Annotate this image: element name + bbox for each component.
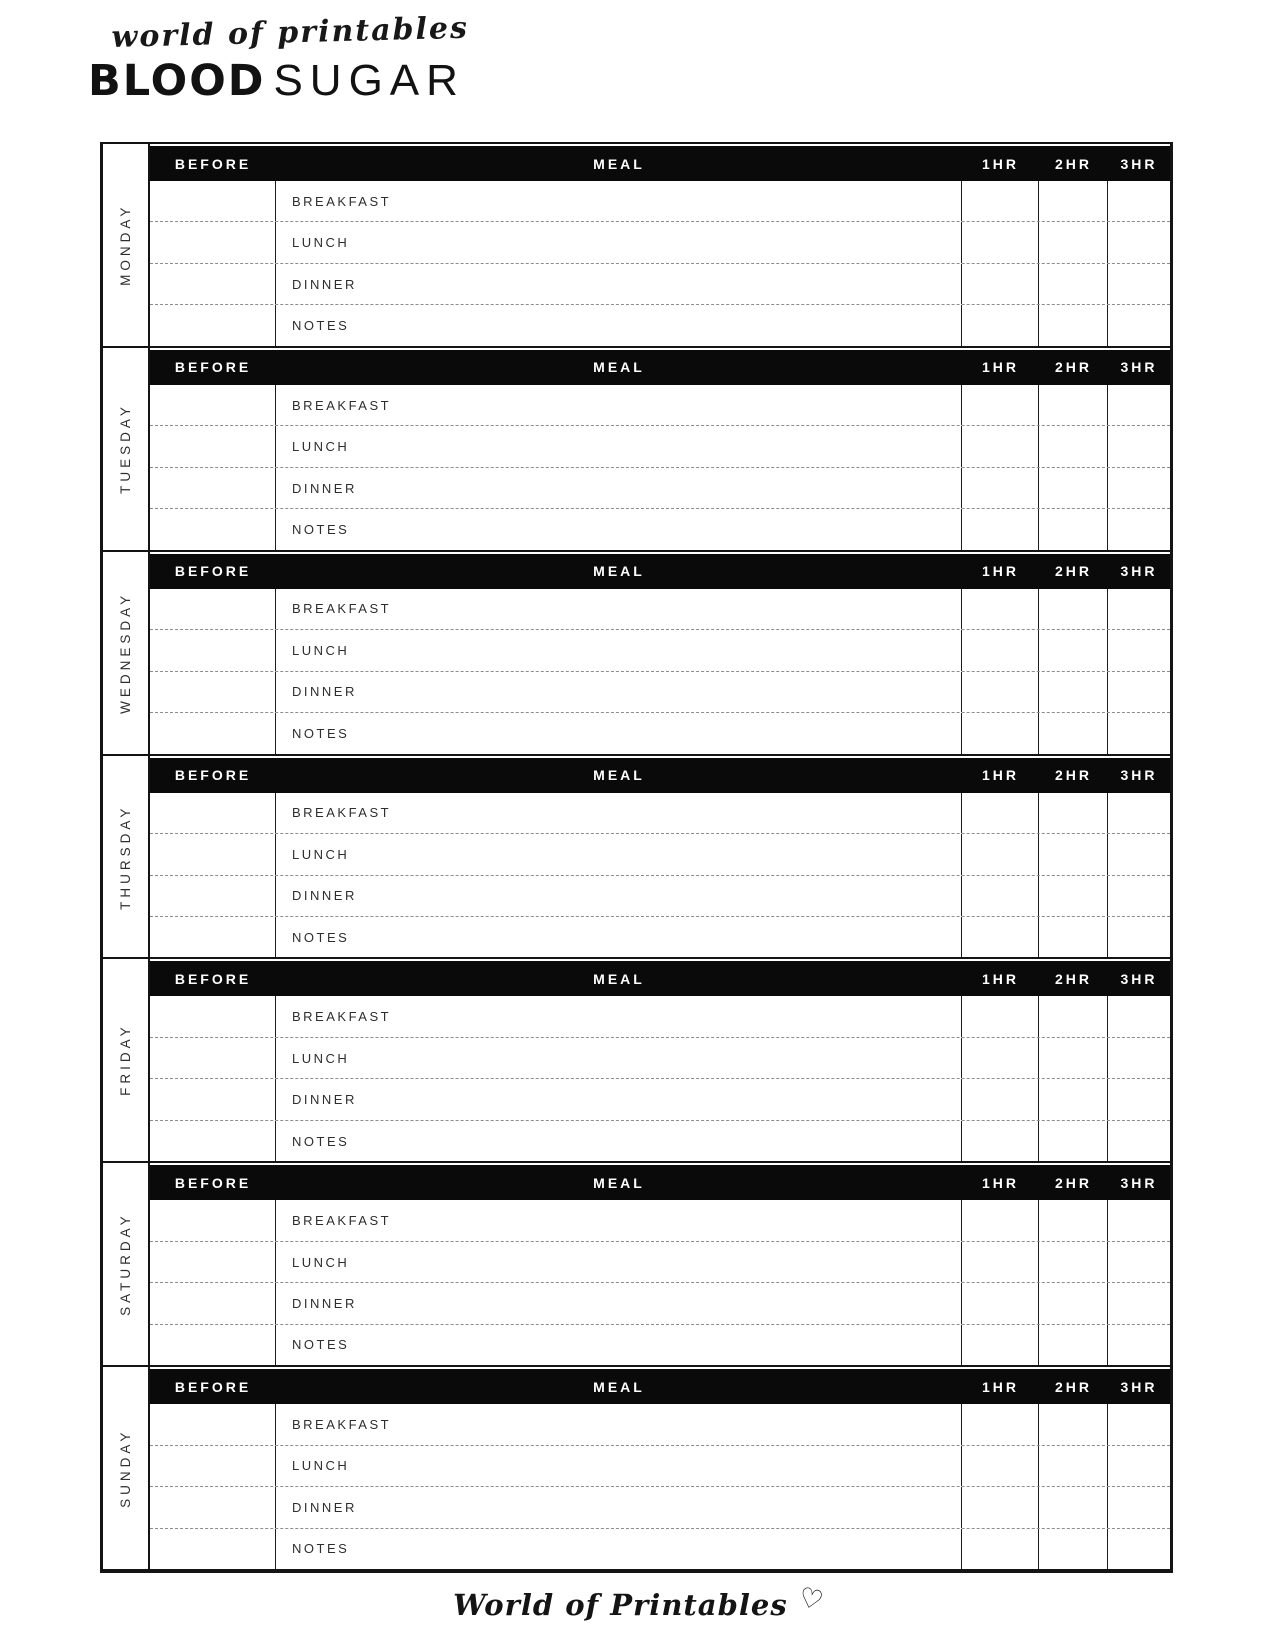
meal-label: NOTES xyxy=(292,725,350,741)
day-content xyxy=(150,1163,1170,1365)
col-header-2hr: 2HR xyxy=(1054,1174,1092,1191)
col-header-3hr: 3HR xyxy=(1120,155,1158,172)
before-entry-cell xyxy=(150,589,276,629)
meal-entry-cell xyxy=(276,1446,962,1486)
meal-label: DINNER xyxy=(292,480,357,496)
col-header-before: BEFORE xyxy=(174,1378,252,1395)
row-notes xyxy=(150,509,1170,549)
meal-label: BREAKFAST xyxy=(292,397,392,413)
meal-entry-cell xyxy=(276,876,962,916)
meal-entry-cell xyxy=(276,917,962,957)
column-header-bar xyxy=(150,961,1170,996)
meal-label: DINNER xyxy=(292,684,357,700)
2hr-entry-cell xyxy=(1039,1446,1108,1486)
3hr-entry-cell xyxy=(1108,385,1170,425)
day-label-cell xyxy=(103,552,150,754)
col-header-2hr: 2HR xyxy=(1054,970,1092,987)
meal-label: DINNER xyxy=(292,1092,357,1108)
row-dinner xyxy=(150,264,1170,305)
before-entry-cell xyxy=(150,834,276,874)
col-header-1hr: 1HR xyxy=(981,1378,1019,1395)
3hr-entry-cell xyxy=(1108,1200,1170,1240)
2hr-entry-cell xyxy=(1039,426,1108,466)
1hr-entry-cell xyxy=(962,834,1039,874)
col-header-meal: MEAL xyxy=(593,155,645,172)
2hr-entry-cell xyxy=(1039,1487,1108,1527)
1hr-entry-cell xyxy=(962,1529,1039,1569)
meal-entry-cell xyxy=(276,1242,962,1282)
col-header-1hr: 1HR xyxy=(981,767,1019,784)
2hr-entry-cell xyxy=(1039,305,1108,345)
row-dinner xyxy=(150,1283,1170,1324)
3hr-entry-cell xyxy=(1108,1038,1170,1078)
3hr-entry-cell xyxy=(1108,630,1170,670)
row-lunch xyxy=(150,630,1170,671)
meal-entry-cell xyxy=(276,1121,962,1161)
entry-rows xyxy=(150,1404,1170,1569)
before-entry-cell xyxy=(150,1404,276,1444)
2hr-entry-cell xyxy=(1039,385,1108,425)
meal-entry-cell xyxy=(276,468,962,508)
col-header-1hr: 1HR xyxy=(981,970,1019,987)
3hr-entry-cell xyxy=(1108,793,1170,833)
col-header-3hr: 3HR xyxy=(1120,970,1158,987)
meal-label: LUNCH xyxy=(292,846,350,862)
day-content xyxy=(150,1367,1170,1569)
col-header-before: BEFORE xyxy=(174,1174,252,1191)
row-breakfast xyxy=(150,1404,1170,1445)
before-entry-cell xyxy=(150,793,276,833)
1hr-entry-cell xyxy=(962,264,1039,304)
meal-label: BREAKFAST xyxy=(292,1213,392,1229)
before-entry-cell xyxy=(150,1121,276,1161)
meal-entry-cell xyxy=(276,264,962,304)
row-dinner xyxy=(150,876,1170,917)
before-entry-cell xyxy=(150,509,276,549)
1hr-entry-cell xyxy=(962,426,1039,466)
title-word-sugar: SUGAR xyxy=(273,56,465,105)
row-breakfast xyxy=(150,385,1170,426)
row-lunch xyxy=(150,1446,1170,1487)
2hr-entry-cell xyxy=(1039,793,1108,833)
2hr-entry-cell xyxy=(1039,509,1108,549)
3hr-entry-cell xyxy=(1108,1325,1170,1365)
before-entry-cell xyxy=(150,630,276,670)
1hr-entry-cell xyxy=(962,713,1039,753)
before-entry-cell xyxy=(150,468,276,508)
meal-entry-cell xyxy=(276,222,962,262)
3hr-entry-cell xyxy=(1108,672,1170,712)
before-entry-cell xyxy=(150,713,276,753)
3hr-entry-cell xyxy=(1108,713,1170,753)
1hr-entry-cell xyxy=(962,1325,1039,1365)
page-title xyxy=(88,56,469,106)
meal-label: DINNER xyxy=(292,888,357,904)
col-header-2hr: 2HR xyxy=(1054,563,1092,580)
row-lunch xyxy=(150,426,1170,467)
3hr-entry-cell xyxy=(1108,264,1170,304)
day-content xyxy=(150,144,1170,346)
col-header-2hr: 2HR xyxy=(1054,1378,1092,1395)
col-header-meal: MEAL xyxy=(593,1174,645,1191)
day-content xyxy=(150,348,1170,550)
1hr-entry-cell xyxy=(962,385,1039,425)
row-breakfast xyxy=(150,181,1170,222)
col-header-before: BEFORE xyxy=(174,155,252,172)
entry-rows xyxy=(150,385,1170,550)
2hr-entry-cell xyxy=(1039,1529,1108,1569)
1hr-entry-cell xyxy=(962,181,1039,221)
day-section-friday xyxy=(103,957,1170,1161)
column-header-bar xyxy=(150,350,1170,385)
col-header-3hr: 3HR xyxy=(1120,1174,1158,1191)
day-section-thursday xyxy=(103,754,1170,958)
row-breakfast xyxy=(150,1200,1170,1241)
meal-label: DINNER xyxy=(292,1295,357,1311)
before-entry-cell xyxy=(150,1038,276,1078)
2hr-entry-cell xyxy=(1039,589,1108,629)
column-header-bar xyxy=(150,146,1170,181)
meal-entry-cell xyxy=(276,834,962,874)
meal-entry-cell xyxy=(276,1079,962,1119)
day-label: THURSDAY xyxy=(118,803,133,910)
col-header-2hr: 2HR xyxy=(1054,155,1092,172)
3hr-entry-cell xyxy=(1108,1079,1170,1119)
row-lunch xyxy=(150,1038,1170,1079)
3hr-entry-cell xyxy=(1108,426,1170,466)
day-label: SATURDAY xyxy=(118,1212,133,1316)
meal-label: LUNCH xyxy=(292,642,350,658)
before-entry-cell xyxy=(150,1200,276,1240)
before-entry-cell xyxy=(150,1242,276,1282)
day-section-sunday xyxy=(103,1365,1170,1569)
entry-rows xyxy=(150,793,1170,958)
row-lunch xyxy=(150,834,1170,875)
2hr-entry-cell xyxy=(1039,996,1108,1036)
2hr-entry-cell xyxy=(1039,1404,1108,1444)
col-header-meal: MEAL xyxy=(593,563,645,580)
meal-entry-cell xyxy=(276,793,962,833)
1hr-entry-cell xyxy=(962,1283,1039,1323)
day-section-monday xyxy=(103,144,1170,346)
brand-script-text: world of printables xyxy=(111,10,470,56)
day-label: MONDAY xyxy=(118,203,133,287)
2hr-entry-cell xyxy=(1039,1242,1108,1282)
day-section-tuesday xyxy=(103,346,1170,550)
meal-label: LUNCH xyxy=(292,1254,350,1270)
meal-label: NOTES xyxy=(292,1133,350,1149)
col-header-meal: MEAL xyxy=(593,359,645,376)
1hr-entry-cell xyxy=(962,1487,1039,1527)
meal-label: BREAKFAST xyxy=(292,805,392,821)
meal-entry-cell xyxy=(276,181,962,221)
day-content xyxy=(150,552,1170,754)
row-dinner xyxy=(150,1079,1170,1120)
col-header-1hr: 1HR xyxy=(981,155,1019,172)
day-label: FRIDAY xyxy=(118,1024,133,1097)
col-header-3hr: 3HR xyxy=(1120,1378,1158,1395)
row-notes xyxy=(150,1121,1170,1161)
col-header-1hr: 1HR xyxy=(981,1174,1019,1191)
1hr-entry-cell xyxy=(962,1242,1039,1282)
meal-label: BREAKFAST xyxy=(292,1009,392,1025)
meal-entry-cell xyxy=(276,1283,962,1323)
before-entry-cell xyxy=(150,1446,276,1486)
day-label-cell xyxy=(103,756,150,958)
3hr-entry-cell xyxy=(1108,305,1170,345)
2hr-entry-cell xyxy=(1039,1079,1108,1119)
day-section-saturday xyxy=(103,1161,1170,1365)
day-label-cell xyxy=(103,144,150,346)
meal-entry-cell xyxy=(276,1487,962,1527)
row-notes xyxy=(150,1325,1170,1365)
col-header-3hr: 3HR xyxy=(1120,359,1158,376)
3hr-entry-cell xyxy=(1108,181,1170,221)
meal-entry-cell xyxy=(276,1200,962,1240)
1hr-entry-cell xyxy=(962,1038,1039,1078)
entry-rows xyxy=(150,1200,1170,1365)
before-entry-cell xyxy=(150,385,276,425)
row-dinner xyxy=(150,468,1170,509)
row-lunch xyxy=(150,1242,1170,1283)
row-breakfast xyxy=(150,793,1170,834)
meal-entry-cell xyxy=(276,509,962,549)
before-entry-cell xyxy=(150,305,276,345)
col-header-meal: MEAL xyxy=(593,970,645,987)
meal-label: BREAKFAST xyxy=(292,193,392,209)
footer-brand xyxy=(0,1581,1275,1622)
2hr-entry-cell xyxy=(1039,672,1108,712)
1hr-entry-cell xyxy=(962,1121,1039,1161)
col-header-before: BEFORE xyxy=(174,563,252,580)
3hr-entry-cell xyxy=(1108,1529,1170,1569)
3hr-entry-cell xyxy=(1108,1121,1170,1161)
3hr-entry-cell xyxy=(1108,996,1170,1036)
row-notes xyxy=(150,713,1170,753)
column-header-bar xyxy=(150,554,1170,589)
2hr-entry-cell xyxy=(1039,713,1108,753)
row-dinner xyxy=(150,672,1170,713)
1hr-entry-cell xyxy=(962,305,1039,345)
1hr-entry-cell xyxy=(962,1079,1039,1119)
1hr-entry-cell xyxy=(962,672,1039,712)
before-entry-cell xyxy=(150,181,276,221)
col-header-meal: MEAL xyxy=(593,1378,645,1395)
3hr-entry-cell xyxy=(1108,1446,1170,1486)
before-entry-cell xyxy=(150,264,276,304)
meal-label: LUNCH xyxy=(292,439,350,455)
meal-entry-cell xyxy=(276,1404,962,1444)
1hr-entry-cell xyxy=(962,917,1039,957)
3hr-entry-cell xyxy=(1108,876,1170,916)
meal-label: BREAKFAST xyxy=(292,1416,392,1432)
col-header-before: BEFORE xyxy=(174,970,252,987)
col-header-before: BEFORE xyxy=(174,767,252,784)
meal-label: NOTES xyxy=(292,318,350,334)
before-entry-cell xyxy=(150,996,276,1036)
day-label-cell xyxy=(103,348,150,550)
1hr-entry-cell xyxy=(962,793,1039,833)
2hr-entry-cell xyxy=(1039,1325,1108,1365)
day-label: SUNDAY xyxy=(118,1428,133,1508)
meal-entry-cell xyxy=(276,385,962,425)
col-header-3hr: 3HR xyxy=(1120,767,1158,784)
meal-entry-cell xyxy=(276,1325,962,1365)
row-notes xyxy=(150,305,1170,345)
before-entry-cell xyxy=(150,1487,276,1527)
meal-entry-cell xyxy=(276,426,962,466)
heart-icon: ♡ xyxy=(794,1581,827,1618)
meal-label: NOTES xyxy=(292,929,350,945)
row-breakfast xyxy=(150,589,1170,630)
meal-label: LUNCH xyxy=(292,235,350,251)
1hr-entry-cell xyxy=(962,996,1039,1036)
day-label: WEDNESDAY xyxy=(118,591,133,714)
meal-label: DINNER xyxy=(292,1499,357,1515)
2hr-entry-cell xyxy=(1039,834,1108,874)
before-entry-cell xyxy=(150,1079,276,1119)
row-lunch xyxy=(150,222,1170,263)
meal-label: NOTES xyxy=(292,1541,350,1557)
day-content xyxy=(150,959,1170,1161)
meal-entry-cell xyxy=(276,713,962,753)
column-header-bar xyxy=(150,758,1170,793)
row-dinner xyxy=(150,1487,1170,1528)
col-header-meal: MEAL xyxy=(593,767,645,784)
day-label-cell xyxy=(103,1367,150,1569)
3hr-entry-cell xyxy=(1108,468,1170,508)
meal-entry-cell xyxy=(276,1038,962,1078)
1hr-entry-cell xyxy=(962,589,1039,629)
2hr-entry-cell xyxy=(1039,264,1108,304)
3hr-entry-cell xyxy=(1108,1242,1170,1282)
day-content xyxy=(150,756,1170,958)
2hr-entry-cell xyxy=(1039,876,1108,916)
row-breakfast xyxy=(150,996,1170,1037)
3hr-entry-cell xyxy=(1108,509,1170,549)
footer-brand-text: World of Printables xyxy=(453,1588,788,1622)
3hr-entry-cell xyxy=(1108,222,1170,262)
before-entry-cell xyxy=(150,672,276,712)
2hr-entry-cell xyxy=(1039,917,1108,957)
before-entry-cell xyxy=(150,917,276,957)
title-word-blood: BLOOD xyxy=(88,56,266,106)
meal-entry-cell xyxy=(276,589,962,629)
col-header-2hr: 2HR xyxy=(1054,767,1092,784)
2hr-entry-cell xyxy=(1039,468,1108,508)
2hr-entry-cell xyxy=(1039,1038,1108,1078)
day-section-wednesday xyxy=(103,550,1170,754)
before-entry-cell xyxy=(150,1529,276,1569)
entry-rows xyxy=(150,181,1170,346)
meal-label: NOTES xyxy=(292,522,350,537)
1hr-entry-cell xyxy=(962,509,1039,549)
before-entry-cell xyxy=(150,876,276,916)
day-label: TUESDAY xyxy=(118,403,133,495)
column-header-bar xyxy=(150,1369,1170,1404)
meal-entry-cell xyxy=(276,305,962,345)
day-label-cell xyxy=(103,1163,150,1365)
2hr-entry-cell xyxy=(1039,222,1108,262)
meal-entry-cell xyxy=(276,1529,962,1569)
before-entry-cell xyxy=(150,222,276,262)
meal-label: LUNCH xyxy=(292,1050,350,1066)
meal-entry-cell xyxy=(276,996,962,1036)
before-entry-cell xyxy=(150,426,276,466)
blood-sugar-tracker-table xyxy=(100,142,1173,1573)
col-header-2hr: 2HR xyxy=(1054,359,1092,376)
meal-label: LUNCH xyxy=(292,1458,350,1474)
meal-entry-cell xyxy=(276,630,962,670)
1hr-entry-cell xyxy=(962,630,1039,670)
entry-rows xyxy=(150,996,1170,1161)
meal-label: BREAKFAST xyxy=(292,601,392,617)
1hr-entry-cell xyxy=(962,468,1039,508)
meal-entry-cell xyxy=(276,672,962,712)
3hr-entry-cell xyxy=(1108,1283,1170,1323)
1hr-entry-cell xyxy=(962,876,1039,916)
col-header-1hr: 1HR xyxy=(981,359,1019,376)
before-entry-cell xyxy=(150,1325,276,1365)
1hr-entry-cell xyxy=(962,1200,1039,1240)
day-label-cell xyxy=(103,959,150,1161)
3hr-entry-cell xyxy=(1108,1404,1170,1444)
row-notes xyxy=(150,1529,1170,1569)
before-entry-cell xyxy=(150,1283,276,1323)
col-header-before: BEFORE xyxy=(174,359,252,376)
logo-block xyxy=(88,10,470,106)
2hr-entry-cell xyxy=(1039,1121,1108,1161)
1hr-entry-cell xyxy=(962,1446,1039,1486)
2hr-entry-cell xyxy=(1039,1200,1108,1240)
col-header-1hr: 1HR xyxy=(981,563,1019,580)
2hr-entry-cell xyxy=(1039,1283,1108,1323)
1hr-entry-cell xyxy=(962,222,1039,262)
3hr-entry-cell xyxy=(1108,834,1170,874)
2hr-entry-cell xyxy=(1039,630,1108,670)
meal-label: NOTES xyxy=(292,1337,350,1353)
2hr-entry-cell xyxy=(1039,181,1108,221)
column-header-bar xyxy=(150,1165,1170,1200)
3hr-entry-cell xyxy=(1108,917,1170,957)
meal-label: DINNER xyxy=(292,276,357,292)
3hr-entry-cell xyxy=(1108,1487,1170,1527)
1hr-entry-cell xyxy=(962,1404,1039,1444)
col-header-3hr: 3HR xyxy=(1120,563,1158,580)
row-notes xyxy=(150,917,1170,957)
entry-rows xyxy=(150,589,1170,754)
3hr-entry-cell xyxy=(1108,589,1170,629)
